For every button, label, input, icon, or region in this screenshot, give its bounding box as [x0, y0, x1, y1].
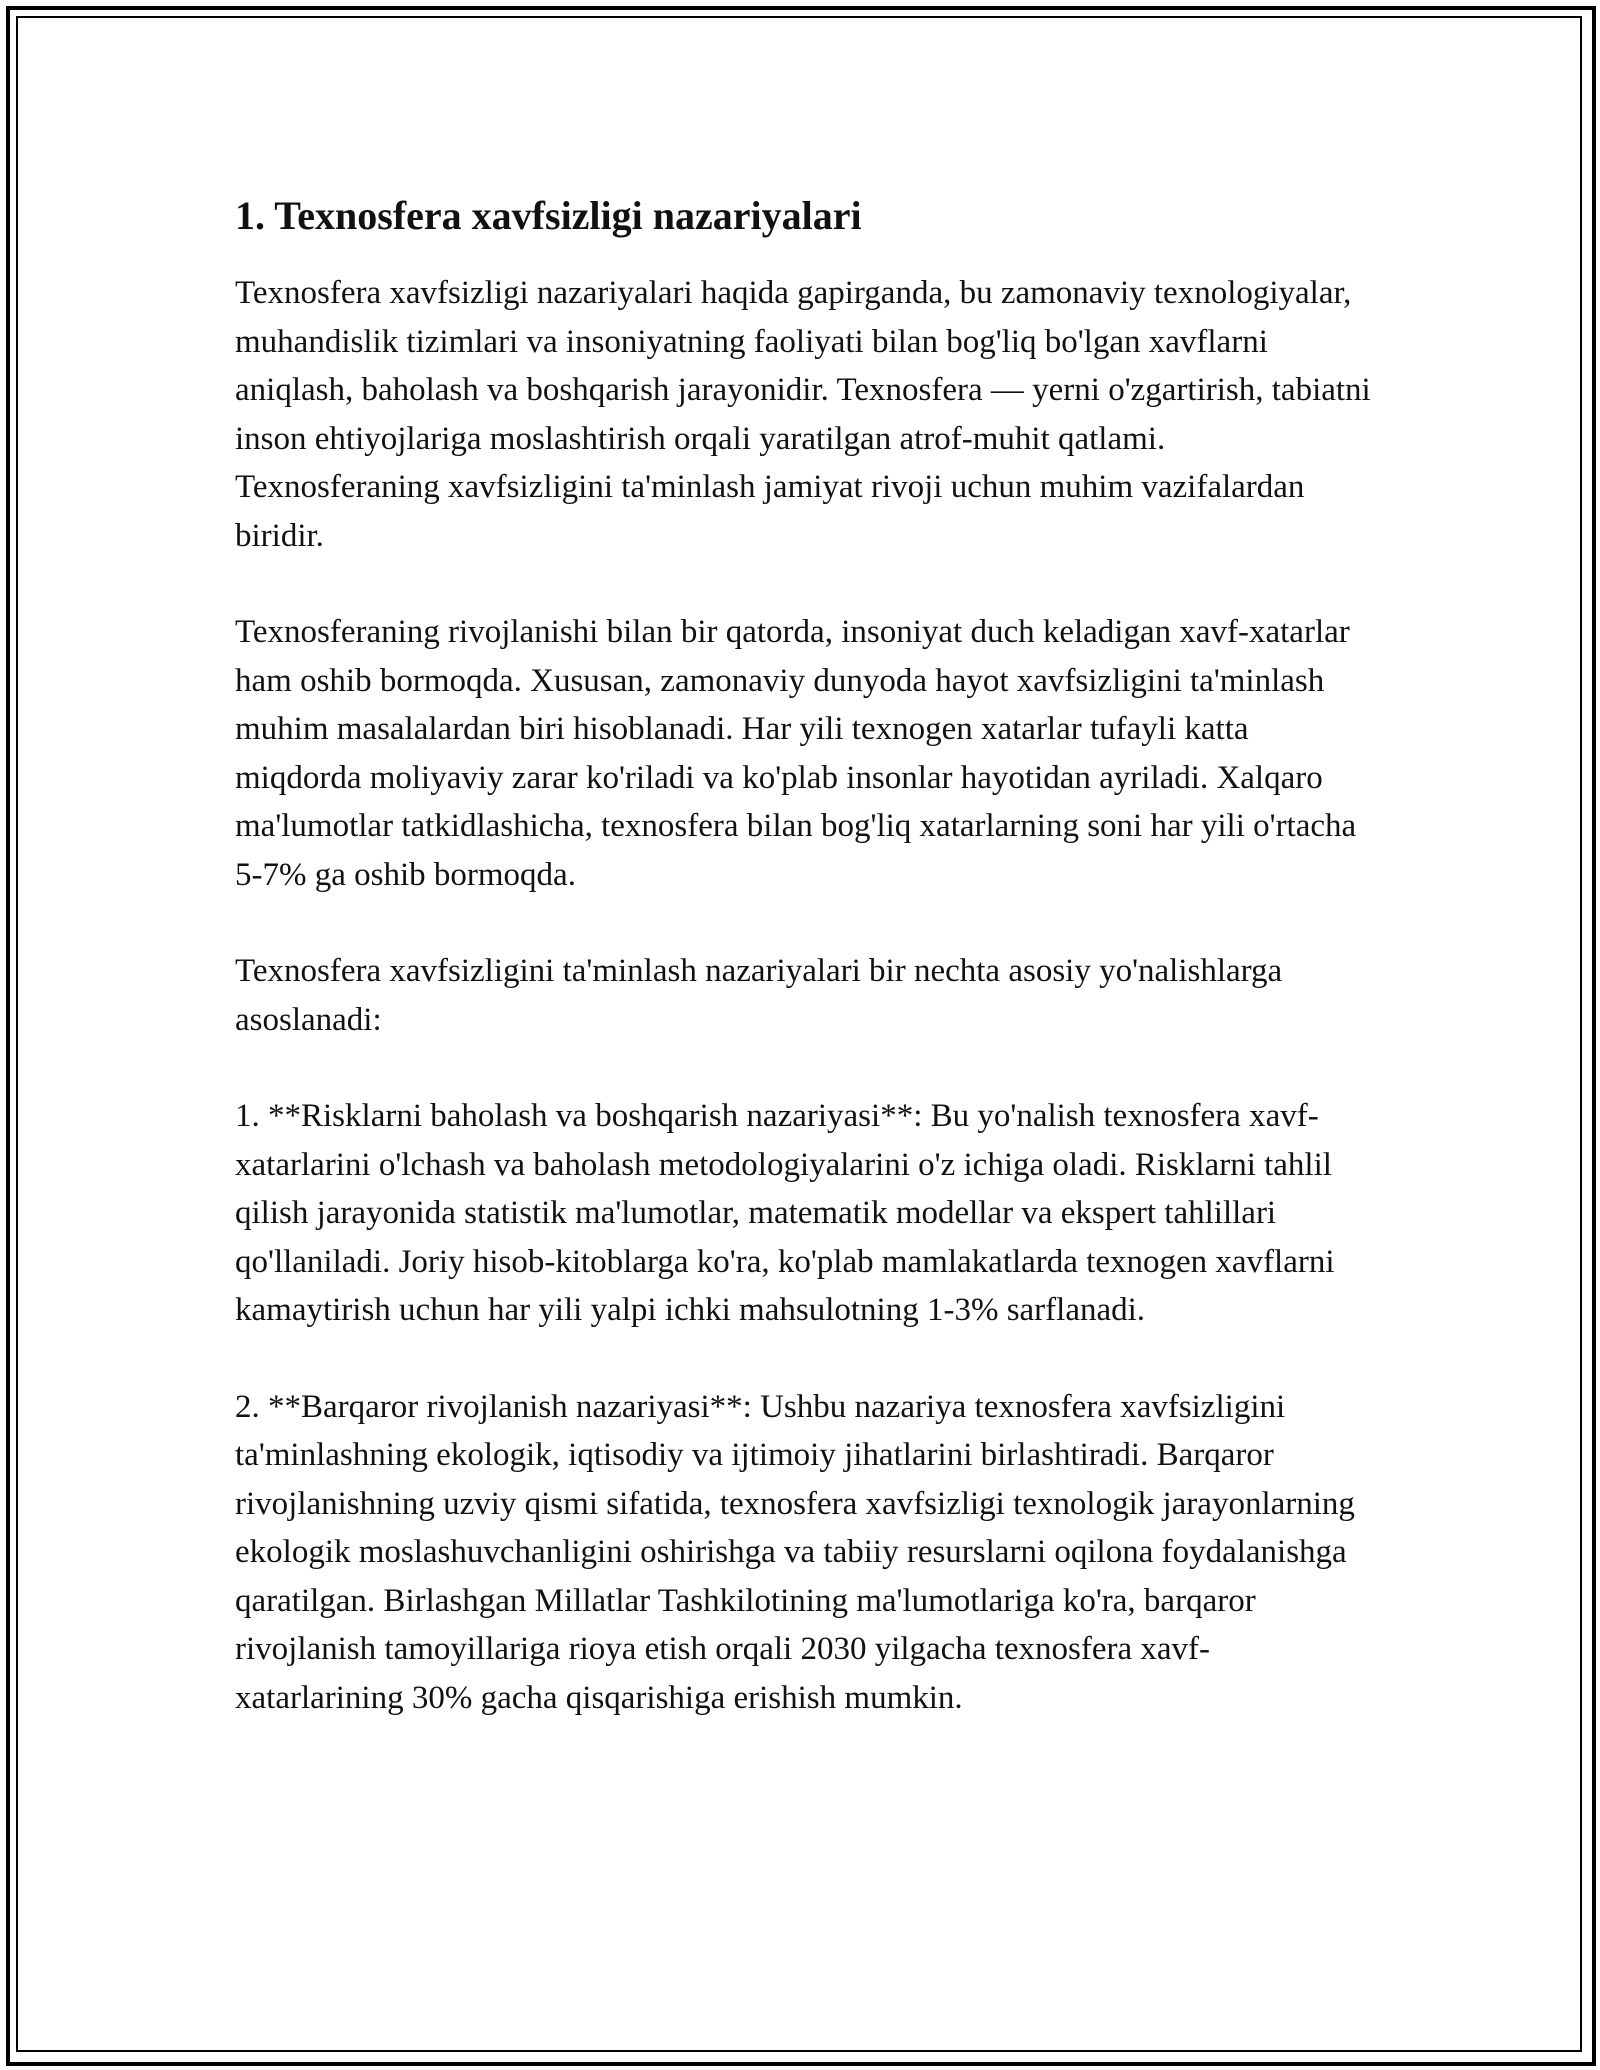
paragraph-risks-growth: Texnosferaning rivojlanishi bilan bir qatorda, insoniyat duch keladigan xavf-xatarlar ham oshib bormoqda. Xususan, zamonaviy dunyoda hayot xavfsizligini ta'minlash muhim masalalardan biri hisoblanadi. Har yili texnogen xatarlar tufayli katta miqdorda moliyaviy zarar ko'riladi va ko'plab insonlar hayotidan ayriladi. Xalqaro ma'lumotlar tatkidlashicha, texnosfera bilan bog'liq xatarlarning soni har yili o'rtacha 5-7% ga oshib bormoqda.	[235, 614, 1357, 893]
document-body	[235, 185, 1375, 1770]
paragraph-sustainable-theory: 2. **Barqaror rivojlanish nazariyasi**: Ushbu nazariya texnosfera xavfsizligini ta'minlashning ekologik, iqtisodiy va ijtimoiy jihatlarini birlashtiradi. Barqaror rivojlanishning uzviy qismi sifatida, texnosfera xavfsizligi texnologik jarayonlarning ekologik moslashuvchanligini oshirishga va tabiiy resurslarni oqilona foydalanishga qaratilgan. Birlashgan Millatlar Tashkilotining ma'lumotlariga ko'ra, barqaror rivojlanish tamoyillariga rioya etish orqali 2030 yilgacha texnosfera xavf-xatarlarining 30% gacha qisqarishiga erishish mumkin.	[235, 1388, 1355, 1716]
paragraph-risk-theory: 1. **Risklarni baholash va boshqarish nazariyasi**: Bu yo'nalish texnosfera xavf-xatarlarini o'lchash va baholash metodologiyalarini o'z ichiga oladi. Risklarni tahlil qilish jarayonida statistik ma'lumotlar, matematik modellar va ekspert tahlillari qo'llaniladi. Joriy hisob-kitoblarga ko'ra, ko'plab mamlakatlarda texnogen xavflarni kamaytirish uchun har yili yalpi ichki mahsulotning 1-3% sarflanadi.	[235, 1098, 1335, 1328]
section-heading: 1. Texnosfera xavfsizligi nazariyalari	[235, 193, 862, 238]
paragraph-intro: Texnosfera xavfsizligi nazariyalari haqida gapirganda, bu zamonaviy texnologiyalar, muhandislik tizimlari va insoniyatning faoliyati bilan bog'liq bo'lgan xavflarni aniqlash, baholash va boshqarish jarayonidir. Texnosfera — yerni o'zgartirish, tabiatni inson ehtiyojlariga moslashtirish orqali yaratilgan atrof-muhit qatlami. Texnosferaning xavfsizligini ta'minlash jamiyat rivoji uchun muhim vazifalardan biridir.	[235, 275, 1371, 554]
paragraph-directions-intro: Texnosfera xavfsizligini ta'minlash nazariyalari bir nechta asosiy yo'nalishlarga asoslanadi:	[235, 953, 1283, 1038]
